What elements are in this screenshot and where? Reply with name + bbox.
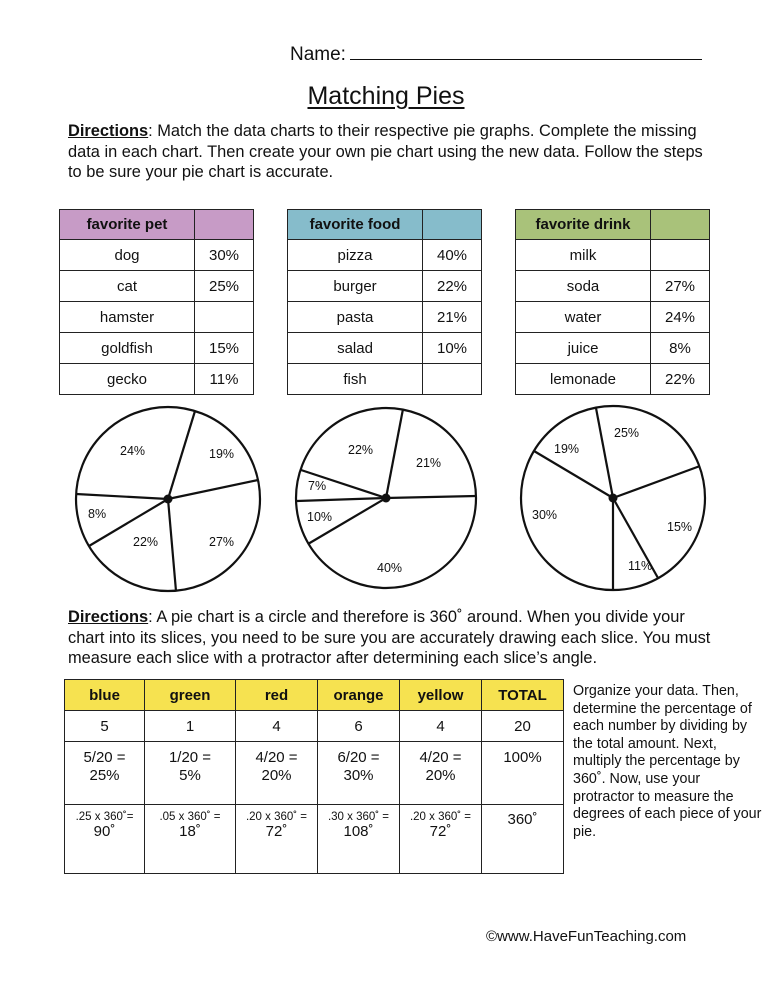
table-cell: gecko [60,364,195,395]
directions-1 [68,121,718,183]
pie-3-label: 15% [667,520,693,534]
fraction-cell [318,742,400,805]
table-cell-blank[interactable] [423,364,482,395]
column-header: orange [318,680,400,711]
table-cell: 21% [423,302,482,333]
fraction-cell [65,742,145,805]
degree-calc: .25 x 360˚= [75,811,134,823]
column-header: blue [65,680,145,711]
degree-cell [400,805,482,874]
side-instructions: Organize your data. Then, determine the percentage of each number by dividing by the total amount. Next, multiply the percentage by 360˚. Now, use your protractor to measure the degrees of each piece of your pie. [573,683,762,840]
pie-1-label: 22% [133,535,159,549]
table-cell: pasta [288,302,423,333]
percent-text: 30% [343,767,374,784]
table-cell: hamster [60,302,195,333]
drink-header: favorite drink [516,210,651,240]
pie-chart-3 [521,406,705,590]
favorite-pet-table [59,209,254,395]
degree-calc: .05 x 360˚ = [159,811,221,823]
food-header: favorite food [288,210,423,240]
column-header: green [145,680,236,711]
degree-cell [482,805,564,874]
fraction-text: 5/20 = [83,749,126,766]
drink-header-blank [651,210,710,240]
pie-3-label: 19% [554,442,580,456]
count-cell: 4 [400,711,482,742]
table-cell: water [516,302,651,333]
page-title: Matching Pies [307,82,465,110]
table-cell: salad [288,333,423,364]
footer-copyright: ©www.HaveFunTeaching.com [486,928,687,945]
table-cell-blank[interactable] [651,240,710,271]
degree-value: 360˚ [507,811,538,828]
table-cell: 27% [651,271,710,302]
directions-2 [68,607,718,669]
pie-1-label: 8% [88,507,107,521]
pie-3-label: 25% [614,426,640,440]
fraction-text: 6/20 = [337,749,380,766]
fraction-text: 4/20 = [419,749,462,766]
degree-value: 72˚ [429,823,452,840]
pie-2-label: 7% [308,479,327,493]
percent-text: 20% [261,767,292,784]
table-cell: dog [60,240,195,271]
percent-text: 25% [89,767,120,784]
degree-cell [65,805,145,874]
table-cell: 24% [651,302,710,333]
favorite-food-table [287,209,482,395]
pie-3-label: 11% [628,559,653,573]
table-cell: 25% [195,271,254,302]
count-cell: 4 [236,711,318,742]
pie-3-label: 30% [532,508,558,522]
pie-1-label: 24% [120,444,146,458]
degree-value: 18˚ [179,823,201,840]
fraction-cell [145,742,236,805]
pie-2-center [382,494,391,503]
table-cell: milk [516,240,651,271]
count-cell: 1 [145,711,236,742]
pie-2-label: 21% [416,456,442,470]
fraction-text: 100% [503,749,542,766]
column-header-total: TOTAL [482,680,564,711]
name-label: Name: [290,44,346,65]
fraction-text: 4/20 = [255,749,298,766]
table-cell: 11% [195,364,254,395]
degree-value: 72˚ [265,823,288,840]
fraction-cell [236,742,318,805]
pie-2-label: 22% [348,443,374,457]
degree-value: 90˚ [93,823,116,840]
directions-1-text: : Match the data charts to their respective pie graphs. Complete the missing data in each chart. Then create your own pie chart using the new data. Follow the steps to be sure your pie chart is accurate. [68,122,703,181]
percent-text: 20% [425,767,456,784]
fraction-cell [400,742,482,805]
table-cell: 40% [423,240,482,271]
pie-1-label: 19% [209,447,235,461]
table-cell: burger [288,271,423,302]
directions-1-label: Directions [68,122,149,140]
percent-text: 5% [179,767,201,784]
fraction-cell [482,742,564,805]
table-cell: cat [60,271,195,302]
food-header-blank [423,210,482,240]
degree-cell [145,805,236,874]
pie-1-center [164,495,173,504]
pie-3-center [609,494,618,503]
table-cell: 22% [423,271,482,302]
name-line[interactable] [350,45,702,60]
table-cell: 22% [651,364,710,395]
fraction-text: 1/20 = [168,749,212,766]
pie-charts [0,400,772,600]
degree-calc: .20 x 360˚ = [245,811,308,823]
table-cell: lemonade [516,364,651,395]
count-cell: 20 [482,711,564,742]
directions-2-text: : A pie chart is a circle and therefore is 360˚ around. When you divide your chart into its slices, you need to be sure you are accurately drawing each slice. You must measure each slice with a protractor after determining each slice’s angle. [68,608,711,667]
degree-cell [318,805,400,874]
table-cell: 15% [195,333,254,364]
table-cell: juice [516,333,651,364]
degree-calc: .20 x 360˚ = [409,811,472,823]
pet-header: favorite pet [60,210,195,240]
table-cell: 30% [195,240,254,271]
table-cell: 10% [423,333,482,364]
table-cell-blank[interactable] [195,302,254,333]
pie-1-label: 27% [209,535,235,549]
table-cell: soda [516,271,651,302]
count-cell: 5 [65,711,145,742]
pie-2-label: 10% [307,510,333,524]
table-cell: goldfish [60,333,195,364]
color-summary-table [64,679,564,874]
degree-value: 108˚ [343,823,374,840]
table-cell: fish [288,364,423,395]
name-field[interactable] [290,44,702,66]
degree-cell [236,805,318,874]
pet-header-blank [195,210,254,240]
column-header: yellow [400,680,482,711]
count-cell: 6 [318,711,400,742]
pie-chart-2 [296,408,476,588]
pie-chart-1 [76,407,260,591]
favorite-drink-table [515,209,710,395]
column-header: red [236,680,318,711]
directions-2-label: Directions [68,608,149,626]
table-cell: 8% [651,333,710,364]
table-cell: pizza [288,240,423,271]
degree-calc: .30 x 360˚ = [327,811,390,823]
pie-2-label: 40% [377,561,403,575]
